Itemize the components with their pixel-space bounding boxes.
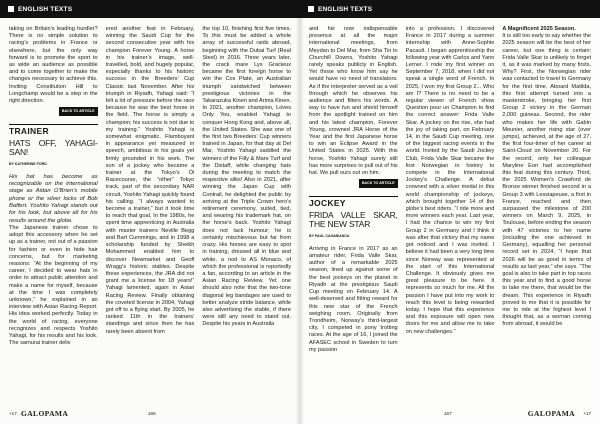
- article-title: HATS OFF, YAHAGI-SAN!: [9, 137, 98, 157]
- article-body-part: and his now indispensable presence at all the major international meetings, from Meydan to Del Mar, from Sha Tin to Churchill Downs, Yoshito Yahagi rarely speaks publicly in English. Yet those who know him say he would have no need of translators. As if the interpreter served as a veil through which he observes his audience and filters his words. A way to have fun and shield himself from the spotlight trained on him and his latest champion, Forever Young, crowned JRA Horse of the Year and the first Japanese horse to win an Eclipse Award in the United States in 2025. With this horse, Yoshito Yahagi surely still has more surprises to pull out of his hat. We pull ours out on him.: [309, 26, 398, 177]
- subsection-heading: A Magnificent 2025 Season.: [502, 26, 576, 32]
- previous-article-ending: taking on Britain’s leading hurdler? There is no simple solution to racing’s problems in France or elsewhere, but the only way forward is to promote the sport to as wide an audience as possible and to come together to make the changes necessary to achieve this. Inviting Constitution Hill to Longchamp would be a step in the right direction.: [9, 26, 98, 105]
- section-header-label: ENGLISH TEXTS: [18, 5, 73, 13]
- back-to-article-button[interactable]: BACK TO ARTICLE: [359, 179, 398, 188]
- article-body-part: Arriving in France in 2017 as an amateur rider, Frida Valle Skar, author of a remarkable 2025 season, lined up against some of the best jockeys on the planet in Riyadh at the prestigious Saudi Cup meeting on February 14. A well-deserved and fitting reward for this new star of the French weighing room. Originally from Trondheim, Norway’s third-largest city, I competed in pony trotting races. At the age of 16, I joined the AFASEC school in Sweden to turn my passion: [309, 245, 398, 353]
- article-category: JOCKEY: [309, 198, 346, 209]
- article-body-part: into a profession. I discovered France in 2017 during a summer internship with Anne-Sophie Pacault. I began apprenticeship the following year with Carlos and Yann Lerner. I rode my first winner on September 7, 2018, when I did not speak a single word of French. In 2025, I won my first Group 2... Who am I? There is no need to be a regular viewer of French show Question pour un Champion to find the correct answer: Frida Valle Skar. A jockey on the rise, she had the joy of taking part, on February 14, in the Saudi Cup meeting, one of the biggest racing events in the world. Invited by the Saudi Jockey Club, Frida Valle Skar became the first Norwegian in history to compete in the International Jockey’s Challenge. A debut crowned with a silver medal in this world championship of jockeys, which brought together 14 of the globe’s best riders. “I ride more and more winners each year. Last year, I had the chance to win my first Group 2 in Germany and I think it was after that victory that my name got noticed and I was invited. I believe it had been a very long time since Norway was represented at the start of this International Challenge. It obviously gives me great pleasure to be here. It represents so much for me. All the passion I have put into my work to reach this level is being rewarded today. I hope that this experience and this exposure will open new doors for me and allow me to take on new challenges.”: [405, 26, 495, 335]
- back-to-article-button[interactable]: BACK TO ARTICLE: [59, 107, 98, 116]
- page-number: 166: [148, 410, 156, 416]
- right-column-3: [502, 26, 591, 402]
- article-body-part: It is still too early to say whether the 2025 season will be the best of her career, but one thing is certain: Frida Valle Skar is unlikely to forget it, as it was marked by many firsts. Why? First, the Norwegian rider was contacted to travel to Germany for the first time. Aboard Matilda, this first attempt turned into a masterstroke, bringing her first Group 2 victory in the German 2,000 guineas. Second, the rider who makes her life with Gabin Meunier, another rising star (over jumps), achieved, at the age of 27, the first four-timer of her career at Saint-Cloud on November 20. For the record, only her colleague Maryline Eon had accomplished this feat during this century. Third, the 2025 Women’s Crawford de Bronze winner finished second in a Group 3 with Lessiapeuse, a first in France, reached and then surpassed the milestone of 200 winners on March 9, 2025, in Toulouse, before ending the season with 47 victories to her name (including the one achieved in Germany), equalling her personal record set in 2024. “I hope that 2026 will be as good in terms of results as last year,” she says. “The goal is also to take part in top races this year and to find a good horse to take me there, that would be the dream. This experience in Riyadh proved to me that it is possible for me to ride at the highest level I thought that, as a woman coming from abroad, it would be: [502, 33, 592, 328]
- right-page: [300, 0, 600, 424]
- magazine-logo: GALOPAMA: [527, 408, 575, 418]
- article-byline: BY PAUL CASABIANCA: [309, 233, 350, 238]
- article-category: TRAINER: [9, 126, 49, 137]
- page-number: 167: [444, 410, 452, 416]
- left-column-3: [202, 26, 291, 402]
- article-body-part: ered another feat in February, winning the Saudi Cup for the second consecutive year with his champion Forever Young. A horse in his trainer’s image, well-travelled, bold, and hugely popular, especially thanks to his historic success in the Breeders’ Cup Classic last November. After his triumph in Riyadh, Yahagi said: “I felt a lot of pressure before the race because he was the best horse in the field. The horse is simply a champion; his success is not due to my training.” Yoshito Yahagi is somewhat enigmatic. Flamboyant in appearance yet measured in speech, ambitious in his goals yet firmly grounded in his work. The son of a jockey who became a trainer at the Tokyo’s Ōi Racecourse, the “other” Tokyo track, part of the secondary NAR circuit, Yoshito Yahagi quickly found his calling. “I always wanted to become a trainer,” but it took time to reach that goal. In the 1980s, he spent time apprenticing in Australia with master trainers Neville Begg and Bart Cummings, and in 1998 a scholarship funded by Sheikh Mohammed enabled him to discover Newmarket and Geoff Wragg’s historic stables. Despite these experiences, the JRA did not grant me a license for 18 years!” Yahagi lamented, again in Asian Racing Review. Finally obtaining the coveted license in 2004, Yahagi got off to a flying start. By 2005, he ranked 11th in the trainers’ standings and since then he has rarely been absent from: [105, 26, 195, 335]
- left-header-bar: [0, 0, 300, 18]
- left-column-1: [9, 26, 98, 402]
- section-header-label: ENGLISH TEXTS: [318, 5, 373, 13]
- article-title: FRIDA VALLE SKAR, THE NEW STAR: [309, 209, 398, 229]
- left-columns: [9, 26, 291, 402]
- left-column-2: [106, 26, 195, 402]
- square-bullet-icon: [308, 6, 314, 12]
- right-footer: [309, 408, 591, 418]
- right-header-bar: [300, 0, 600, 18]
- left-footer: [9, 408, 291, 418]
- issue-number: +17: [9, 410, 17, 416]
- issue-number: +17: [583, 410, 591, 416]
- article-body-part: The Japanese trainer chose to adopt this accessory when he set up as a trainer, not out of a passion for fashion or even to hide hair concerns, but for marketing reasons: “At the beginning of my career, I decided to wear hats in order to attract public attention and make a name for myself, because at the time I was completely unknown,” he explained in an interview with Asian Racing Report. His idea worked perfectly. Today in the world of racing, everyone recognizes and respects Yoshito Yahagi, for his results and his look. The samurai trainer deliv: [9, 224, 98, 347]
- right-column-1: [309, 26, 398, 402]
- article-intro: His hat has become as recognizable on the international stage as Aidan O’Brien’s mobile phone or the silver locks of Bob Baffert. Yoshito Yahagi stands out for his look, but above all for his results around the globe.: [9, 173, 98, 224]
- right-column-2: [406, 26, 495, 402]
- square-bullet-icon: [8, 6, 14, 12]
- right-columns: [309, 26, 591, 402]
- article-byline: BY KATHERINE FORD: [9, 161, 47, 166]
- article-body-part: the top 10, finishing first five times. To this must be added a whole array of successful raids abroad, beginning with the Dubai Turf (Real Steel) in 2016. Three years later, the crack mare Lys Gracieux became the first foreign horse to win the Cox Plate, an Australian triumph sandwiched between prestigious victories in the Takarazuka Kinen and Arima Kinen. In 2021, another champion, Loves Only You, enabled Yahagi to conquer Hong Kong and, above all, the United States. She was one of the first two Breeders’ Cup winners trained in Japan, for that day at Del Mar, Yoshito Yahagi saddled the winners of the Filly & Mare Turf and the Distaff, while changing hats during the meeting to match the respective silks! Also in 2021, after winning the Japan Cup with Contrail, he delighted the public by arriving at the Triple Crown hero’s retirement ceremony, suited, tied, and wearing his trademark hat, on the horse’s back. Yoshito Yahagi does not lack humour; he is certainly mischievous but far from crazy. His horses are easy to spot in training, dressed all in blue and white, a nod to AS Monaco, of which the professional is reportedly a fan, according to an article in the Asian Racing Review. Yet one should also note that the two-tone diagonal leg bandages are used to better analyze stride balance, while also advertising the stable, if there were still any need to stand out. Despite his years in Australia: [202, 26, 292, 328]
- section-divider: [309, 196, 398, 197]
- magazine-logo: GALOPAMA: [21, 408, 69, 418]
- section-divider: [9, 124, 98, 125]
- book-spine-shadow: [296, 0, 304, 424]
